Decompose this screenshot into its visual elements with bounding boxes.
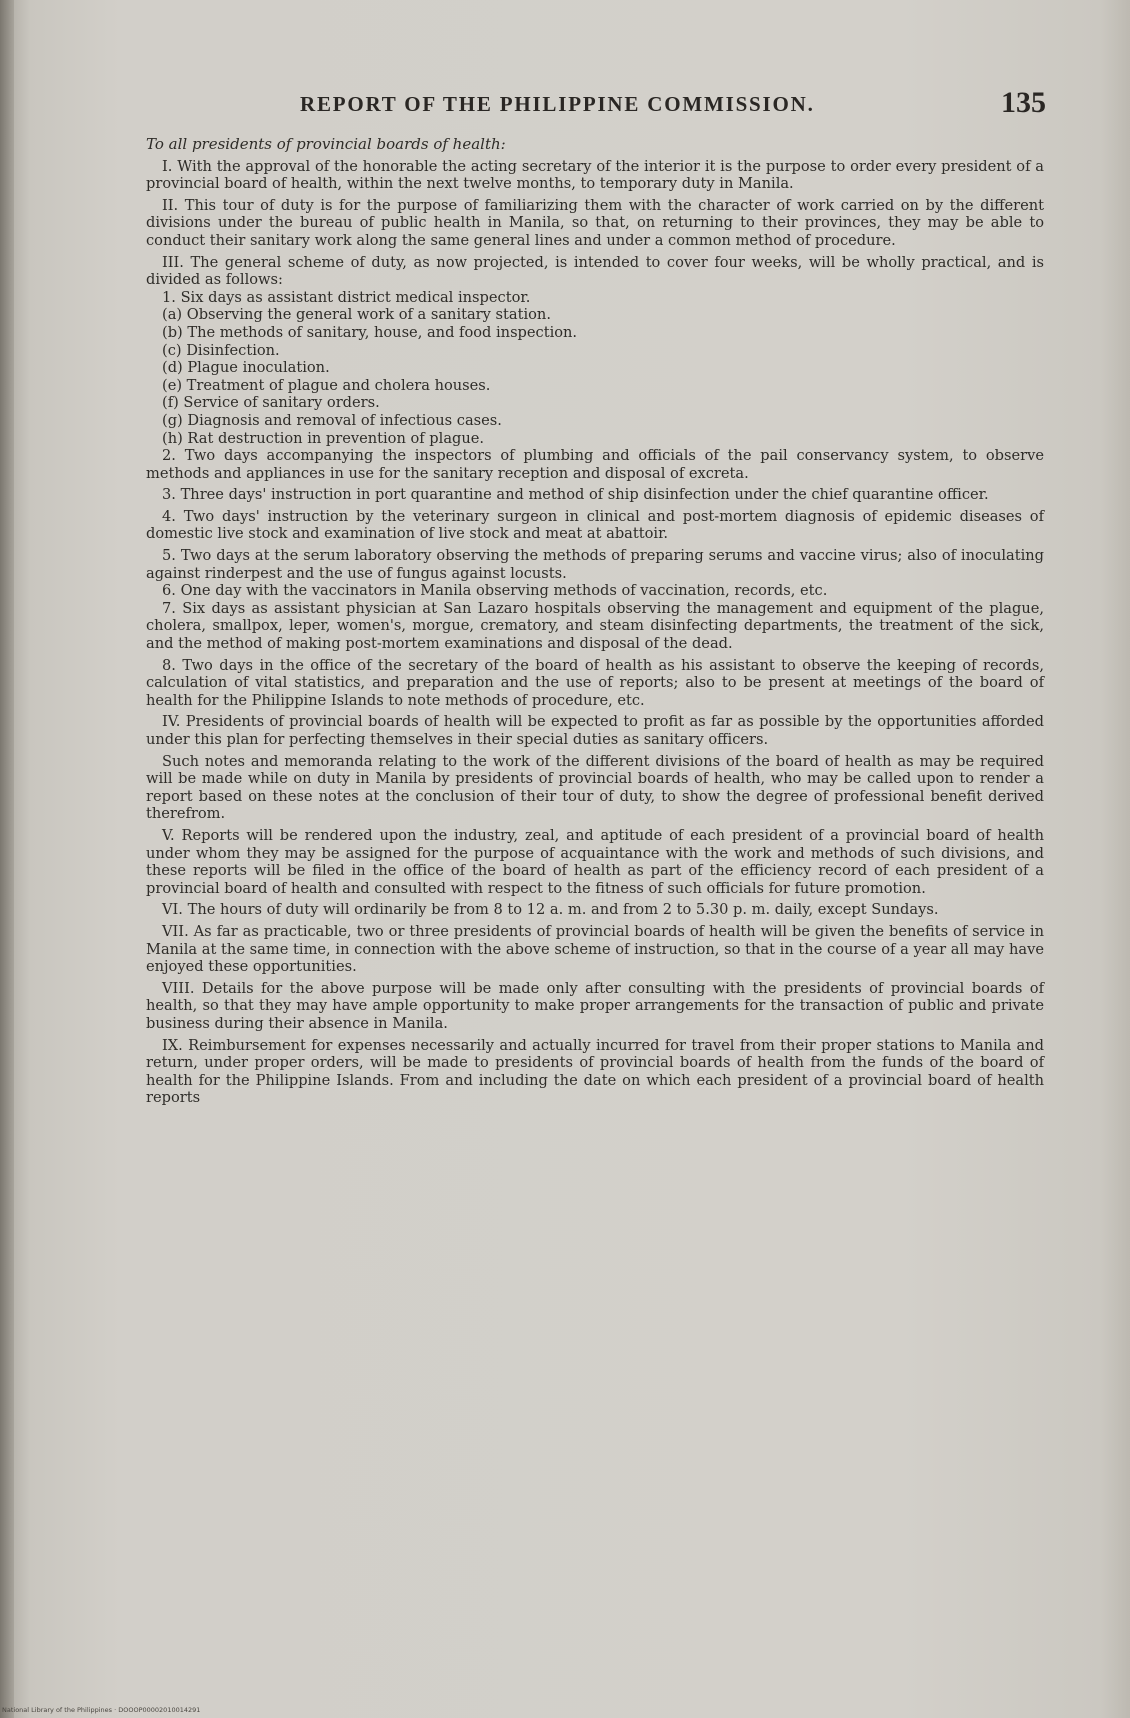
list-item: (d) Plague inoculation. [162,359,330,377]
list-item: (b) The methods of sanitary, house, and food inspection. [162,323,578,341]
list-item: 6. One day with the vaccinators in Manila observing methods of vaccination, records, etc. [162,582,828,600]
list-item: (g) Diagnosis and removal of infectious cases. [162,411,502,429]
salutation: To all presidents of provincial boards of health: [146,135,506,153]
paragraph-vii: VII. As far as practicable, two or three presidents of provincial boards of health will be given the benefits of service in Manila at the same time, in connection with the above scheme of instruction, so that in the course of a year all may have enjoyed these opportunities. [146,922,1044,976]
library-credit: National Library of the Philippines · DOOOP00002010014291 [2,1706,201,1714]
list-item: (c) Disinfection. [162,341,280,359]
paragraph-iv: IV. Presidents of provincial boards of health will be expected to profit as far as possible by the opportunities afforded under this plan for perfecting themselves in their special duties as sanitary officers. [146,713,1044,748]
paragraph-vi: VI. The hours of duty will ordinarily be from 8 to 12 a. m. and from 2 to 5.30 p. m. daily, except Sundays. [162,901,939,919]
list-item: 2. Two days accompanying the inspectors of plumbing and officials of the pail conservancy system, to observe methods and appliances in use for the sanitary reception and disposal of excreta. [146,447,1044,482]
list-item: 4. Two days' instruction by the veterinary surgeon in clinical and post-mortem diagnosis of epidemic diseases of domestic live stock and examination of live stock and meat at abattoir. [146,507,1044,543]
page-number: 135 [1001,86,1046,119]
list-item: 5. Two days at the serum laboratory observing the methods of preparing serums and vaccine virus; also of inoculating against rinderpest and the use of fungus against locusts. [146,547,1044,582]
paragraph-viii: VIII. Details for the above purpose will be made only after consulting with the presidents of provincial boards of health, so that they may have ample opportunity to make proper arrangements for the transaction of public and private business during their absence in Manila. [146,979,1044,1032]
list-item: (h) Rat destruction in prevention of plague. [162,429,485,447]
list-item: 3. Three days' instruction in port quarantine and method of ship disinfection under the chief quarantine officer. [162,486,989,504]
paragraph-notes: Such notes and memoranda relating to the work of the different divisions of the board of health as may be required will be made while on duty in Manila by presidents of provincial boards of health, who may be called upon to render a report based on these notes at the conclusion of their tour of duty, to show the degree of professional benefit derived therefrom. [146,752,1044,823]
body-text [146,136,1044,1107]
page-header [300,86,1060,126]
list-item: (f) Service of sanitary orders. [162,394,380,412]
paragraph-ix: IX. Reimbursement for expenses necessarily and actually incurred for travel from their proper stations to Manila and return, under proper orders, will be made to presidents of provincial boards of health from the funds of the board of health for the Philippine Islands. From and including the date on which each president of a provincial board of health reports [146,1036,1044,1107]
paragraph-ii: II. This tour of duty is for the purpose of familiarizing them with the character of work carried on by the different divisions under the bureau of public health in Manila, so that, on returning to their provinces, they may be able to conduct their sanitary work along the same general lines and under a common method of procedure. [146,196,1044,249]
paragraph-iii: III. The general scheme of duty, as now projected, is intended to cover four weeks, will be wholly practical, and is divided as follows: [146,253,1044,289]
list-item: 8. Two days in the office of the secretary of the board of health as his assistant to observe the keeping of records, calculation of vital statistics, and preparation and the use of reports; also to be present at meetings of the board of health for the Philippine Islands to note methods of procedure, etc. [146,656,1044,709]
list-item: (a) Observing the general work of a sanitary station. [162,306,551,324]
paragraph-v: V. Reports will be rendered upon the industry, zeal, and aptitude of each president of a provincial board of health under whom they may be assigned for the purpose of acquaintance with the work and methods of such divisions, and these reports will be filed in the office of the board of health as part of the efficiency record of each president of a provincial board of health and consulted with respect to the fitness of such officials for future promotion. [146,826,1044,897]
running-title: REPORT OF THE PHILIPPINE COMMISSION. [300,92,815,116]
list-item: 7. Six days as assistant physician at San Lazaro hospitals observing the management and equipment of the plague, cholera, smallpox, leper, women's, morgue, crematory, and steam disinfecting departments, the treatment of the sick, and the method of making post-mortem examinations and disposal of the dead. [146,599,1044,653]
list-item: (e) Treatment of plague and cholera houses. [162,376,491,394]
binding-edge [0,0,14,1718]
paragraph-i: I. With the approval of the honorable the acting secretary of the interior it is the purpose to order every president of a provincial board of health, within the next twelve months, to temporary duty in Manila. [146,157,1044,193]
list-item: 1. Six days as assistant district medical inspector. [162,288,531,306]
